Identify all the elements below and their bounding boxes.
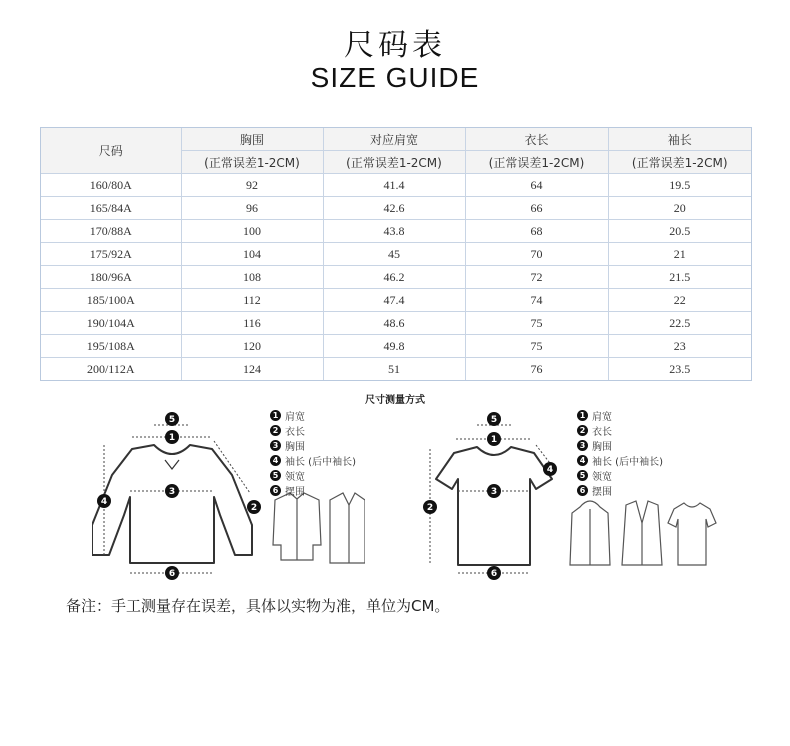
legend-item (577, 423, 663, 438)
value-cell: 92 (181, 174, 323, 197)
table-row (41, 266, 751, 289)
value-cell: 22 (608, 289, 751, 312)
value-cell: 20 (608, 197, 751, 220)
value-cell: 96 (181, 197, 323, 220)
value-cell: 41.4 (323, 174, 465, 197)
size-cell: 185/100A (41, 289, 181, 312)
table-row (41, 220, 751, 243)
legend-number-badge: 2 (270, 425, 281, 436)
header-tolerance: (正常误差1-2CM) (465, 151, 608, 174)
legend-label: 袖长 (后中袖长) (592, 457, 663, 468)
legend-item (270, 453, 356, 468)
value-cell: 49.8 (323, 335, 465, 358)
title-english: SIZE GUIDE (310, 62, 480, 93)
legend-label: 肩宽 (285, 412, 305, 423)
table-row (41, 243, 751, 266)
legend-number-badge: 4 (270, 455, 281, 466)
legend-number-badge: 5 (577, 470, 588, 481)
value-cell: 19.5 (608, 174, 751, 197)
title-chinese: 尺码表 (344, 28, 446, 63)
value-cell: 45 (323, 243, 465, 266)
legend-label: 摆围 (285, 487, 305, 498)
value-cell: 104 (181, 243, 323, 266)
header-shoulder: 对应肩宽 (323, 128, 465, 151)
table-row (41, 174, 751, 197)
apparel-icons (568, 495, 718, 575)
size-cell: 195/108A (41, 335, 181, 358)
header-chest: 胸围 (181, 128, 323, 151)
value-cell: 116 (181, 312, 323, 335)
value-cell: 20.5 (608, 220, 751, 243)
value-cell: 112 (181, 289, 323, 312)
svg-text:4: 4 (100, 497, 108, 507)
size-cell: 170/88A (41, 220, 181, 243)
value-cell: 64 (465, 174, 608, 197)
measure-section-title: 尺寸测量方式 (365, 395, 425, 406)
table-row (41, 358, 751, 381)
svg-text:3: 3 (490, 487, 498, 497)
size-table (40, 127, 752, 381)
legend-number-badge: 6 (270, 485, 281, 496)
svg-text:6: 6 (168, 569, 176, 579)
legend-label: 袖长 (后中袖长) (285, 457, 356, 468)
table-row (41, 335, 751, 358)
legend-number-badge: 3 (577, 440, 588, 451)
legend-item (577, 483, 663, 498)
size-cell: 200/112A (41, 358, 181, 381)
size-cell: 165/84A (41, 197, 181, 220)
value-cell: 124 (181, 358, 323, 381)
size-cell: 175/92A (41, 243, 181, 266)
legend-item (270, 423, 356, 438)
value-cell: 75 (465, 312, 608, 335)
legend-item (577, 438, 663, 453)
legend-label: 领宽 (285, 472, 305, 483)
legend-number-badge: 1 (577, 410, 588, 421)
header-tolerance: (正常误差1-2CM) (323, 151, 465, 174)
legend-number-badge: 1 (270, 410, 281, 421)
legend-number-badge: 6 (577, 485, 588, 496)
header-tolerance: (正常误差1-2CM) (608, 151, 751, 174)
value-cell: 51 (323, 358, 465, 381)
svg-text:5: 5 (490, 415, 498, 425)
footnote: 备注：手工测量存在误差，具体以实物为准，单位为CM。 (66, 597, 450, 615)
legend-right (577, 408, 663, 498)
value-cell: 22.5 (608, 312, 751, 335)
svg-text:4: 4 (546, 465, 554, 475)
legend-item (577, 468, 663, 483)
value-cell: 120 (181, 335, 323, 358)
header-length: 衣长 (465, 128, 608, 151)
value-cell: 70 (465, 243, 608, 266)
value-cell: 108 (181, 266, 323, 289)
svg-text:5: 5 (168, 415, 176, 425)
value-cell: 66 (465, 197, 608, 220)
legend-label: 胸围 (285, 442, 305, 453)
table-row (41, 312, 751, 335)
svg-text:1: 1 (490, 435, 498, 445)
header-tolerance: (正常误差1-2CM) (181, 151, 323, 174)
value-cell: 43.8 (323, 220, 465, 243)
svg-text:2: 2 (250, 503, 258, 513)
legend-number-badge: 2 (577, 425, 588, 436)
value-cell: 48.6 (323, 312, 465, 335)
value-cell: 23 (608, 335, 751, 358)
value-cell: 42.6 (323, 197, 465, 220)
longsleeve-diagram (92, 405, 262, 585)
legend-item (270, 468, 356, 483)
table-row (41, 289, 751, 312)
legend-number-badge: 3 (270, 440, 281, 451)
legend-number-badge: 4 (577, 455, 588, 466)
legend-label: 肩宽 (592, 412, 612, 423)
legend-item (270, 438, 356, 453)
value-cell: 75 (465, 335, 608, 358)
value-cell: 100 (181, 220, 323, 243)
legend-item (270, 408, 356, 423)
size-cell: 190/104A (41, 312, 181, 335)
svg-text:2: 2 (426, 503, 434, 513)
legend-label: 衣长 (592, 427, 612, 438)
legend-label: 衣长 (285, 427, 305, 438)
value-cell: 76 (465, 358, 608, 381)
value-cell: 47.4 (323, 289, 465, 312)
table-row (41, 197, 751, 220)
value-cell: 74 (465, 289, 608, 312)
tshirt-diagram (412, 405, 572, 585)
header-size: 尺码 (41, 128, 181, 174)
legend-label: 摆围 (592, 487, 612, 498)
legend-label: 领宽 (592, 472, 612, 483)
legend-label: 胸围 (592, 442, 612, 453)
value-cell: 72 (465, 266, 608, 289)
svg-text:6: 6 (490, 569, 498, 579)
legend-item (270, 483, 356, 498)
value-cell: 23.5 (669, 361, 691, 376)
size-cell: 160/80A (41, 174, 181, 197)
legend-item (577, 453, 663, 468)
value-cell: 21.5 (608, 266, 751, 289)
value-cell: 21 (608, 243, 751, 266)
svg-text:3: 3 (168, 487, 176, 497)
value-cell: 46.2 (323, 266, 465, 289)
size-cell: 180/96A (41, 266, 181, 289)
value-cell: 68 (465, 220, 608, 243)
legend-left (270, 408, 356, 498)
legend-item (577, 408, 663, 423)
svg-text:1: 1 (168, 433, 176, 443)
legend-number-badge: 5 (270, 470, 281, 481)
header-sleeve: 袖长 (608, 128, 751, 151)
